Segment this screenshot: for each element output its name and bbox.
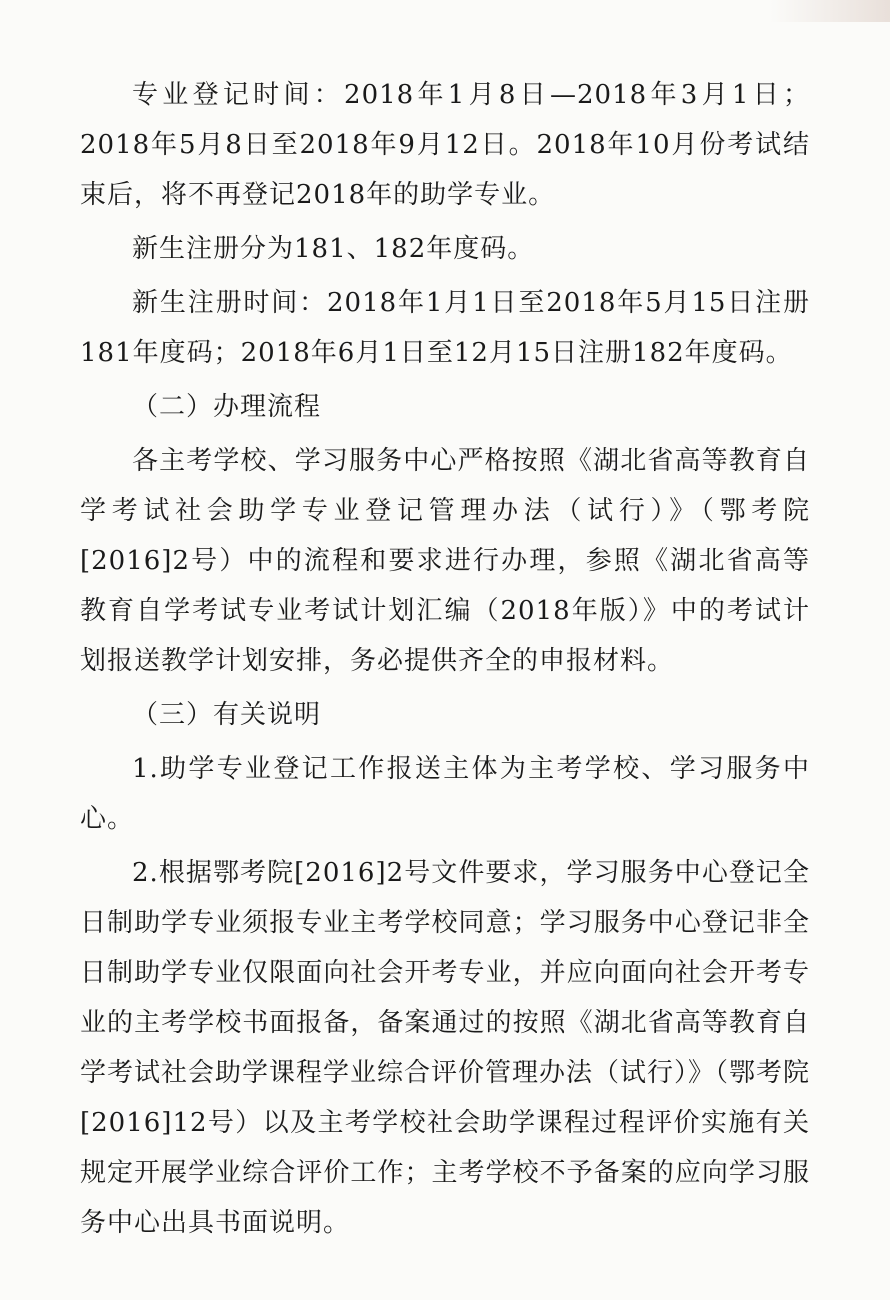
scan-corner-smudge xyxy=(770,0,890,22)
section-heading-notes: （三）有关说明 xyxy=(132,700,322,730)
note-item-1: 1.助学专业登记工作报送主体为主考学校、学习服务中心。 xyxy=(80,754,810,834)
document-body xyxy=(80,70,810,1252)
registration-time-paragraph: 专业登记时间：2018年1月8日—2018年3月1日；2018年5月8日至2018年9月12日。2018年10月份考试结束后，将不再登记2018年的助学专业。 xyxy=(80,80,810,210)
student-registration-time-paragraph: 新生注册时间：2018年1月1日至2018年5月15日注册181年度码；2018年6月1日至12月15日注册182年度码。 xyxy=(80,288,810,368)
note-item-2: 2.根据鄂考院[2016]2号文件要求，学习服务中心登记全日制助学专业须报专业主考学校同意；学习服务中心登记非全日制助学专业仅限面向社会开考专业，并应向面向社会开考专业的主考学校书面报备，备案通过的按照《湖北省高等教育自学考试社会助学课程学业综合评价管理办法（试行）》（鄂考院[2016]12号）以及主考学校社会助学课程过程评价实施有关规定开展学业综合评价工作；主考学校不予备案的应向学习服务中心出具书面说明。 xyxy=(80,858,811,1238)
process-paragraph: 各主考学校、学习服务中心严格按照《湖北省高等教育自学考试社会助学专业登记管理办法（试行）》（鄂考院[2016]2号）中的流程和要求进行办理，参照《湖北省高等教育自学考试专业考试计划汇编（2018年版）》中的考试计划报送教学计划安排，务必提供齐全的申报材料。 xyxy=(80,446,810,676)
student-registration-code-paragraph: 新生注册分为181、182年度码。 xyxy=(132,234,535,264)
section-heading-process: （二）办理流程 xyxy=(132,392,322,422)
